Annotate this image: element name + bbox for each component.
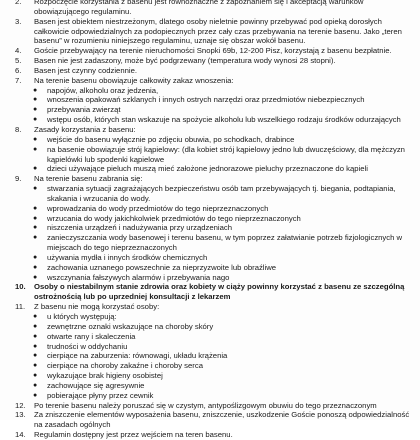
paragraph-number: 13. — [15, 410, 26, 420]
regulation-paragraph — [9, 401, 414, 411]
bullet-text: cierpiące na zaburzenia: równowagi, układu krążenia — [47, 351, 228, 361]
bullet-icon: ● — [33, 322, 38, 330]
regulation-paragraph — [9, 174, 414, 184]
bullet-icon: ● — [33, 332, 38, 340]
bullet-item — [9, 86, 414, 96]
bullet-text: niszczenia urządzeń i nadużywania przy urządzeniach — [47, 223, 233, 233]
regulation-paragraph — [9, 282, 414, 302]
bullet-text: używania mydła i innych środków chemicznych — [47, 252, 208, 262]
paragraph-text: Basen jest obiektem niestrzeżonym, dlatego osoby nieletnie powinny przebywać pod opieką dorosłych całkowicie odpowiedzialnych za podopiecznych przez cały czas przebywania na terenie basenu. Jako „teren basenu” w rozumieniu niniejszego regulaminu, uznaje się obszar wokół basenu. — [34, 16, 402, 46]
paragraph-number: 2. — [15, 0, 22, 6]
bullet-item — [9, 145, 414, 165]
bullet-icon: ● — [33, 86, 38, 94]
bullet-item — [9, 391, 414, 401]
bullet-item — [9, 371, 414, 381]
regulation-paragraph — [9, 410, 414, 430]
bullet-icon: ● — [33, 185, 38, 193]
regulation-paragraph — [9, 17, 414, 47]
bullet-icon: ● — [33, 234, 38, 242]
paragraph-number: 9. — [15, 174, 22, 184]
bullet-item — [9, 322, 414, 332]
bullet-text: pobierające płyny przez cewnik — [47, 390, 154, 400]
bullet-icon: ● — [33, 145, 38, 153]
bullet-icon: ● — [33, 214, 38, 222]
bullet-icon: ● — [33, 96, 38, 104]
bullet-icon: ● — [33, 116, 38, 124]
bullet-item — [9, 381, 414, 391]
bullet-item — [9, 115, 414, 125]
paragraph-text: Goście przebywający na terenie nieruchomości Snopki 69b, 12-200 Pisz, korzystają z basenu bezpłatnie. — [34, 46, 392, 56]
bullet-icon: ● — [33, 342, 38, 350]
bullet-icon: ● — [33, 313, 38, 320]
paragraph-text: Za zniszczenie elementów wyposażenia basenu, zniszczenie, uszkodzenie Goście ponoszą odpowiedzialność na zasadach ogólnych — [34, 410, 410, 430]
bullet-icon: ● — [33, 381, 38, 389]
bullet-icon: ● — [33, 165, 38, 173]
paragraph-text: Po terenie basenu należy poruszać się w czystym, antypoślizgowym obuwiu do tego przeznaczonym — [34, 400, 377, 410]
paragraph-number: 7. — [15, 75, 22, 85]
regulation-paragraph — [9, 66, 414, 76]
bullet-text: wnoszenia opakowań szklanych i innych ostrych narzędzi oraz przedmiotów niebezpiecznych — [47, 95, 365, 105]
bullet-text: zachowujące się agresywnie — [47, 380, 145, 390]
bullet-item — [9, 253, 414, 263]
paragraph-number: 4. — [15, 46, 22, 56]
bullet-icon: ● — [33, 253, 38, 261]
bullet-text: trudności w oddychaniu — [47, 341, 128, 351]
regulation-paragraph — [9, 56, 414, 66]
bullet-icon: ● — [33, 106, 38, 114]
bullet-text: wejście do basenu wyłącznie po zdjęciu obuwia, po schodkach, drabince — [47, 134, 295, 144]
bullet-item — [9, 351, 414, 361]
paragraph-number: 5. — [15, 56, 22, 66]
bullet-text: stwarzania sytuacji zagrażających bezpieczeństwu osób tam przebywających tj. biegania, podtapiania, skakania i wrzucania do wody. — [47, 184, 396, 203]
bullet-icon: ● — [33, 273, 38, 281]
bullet-item — [9, 273, 414, 283]
paragraph-text: Osoby o niestabilnym stanie zdrowia oraz kobiety w ciąży powinny korzystać z basenu ze szczególną ostrożnością lub po uprzedniej konsultacji z lekarzem — [34, 282, 405, 302]
bullet-text: wrzucania do wody jakichkolwiek przedmiotów do tego nieprzeznaczonych — [47, 213, 301, 223]
bullet-icon: ● — [33, 362, 38, 370]
paragraph-number: 3. — [15, 16, 22, 26]
regulations-list — [9, 0, 414, 440]
paragraph-number: 14. — [15, 430, 26, 440]
bullet-icon: ● — [33, 135, 38, 143]
bullet-item — [9, 214, 414, 224]
regulation-paragraph — [9, 302, 414, 312]
regulation-paragraph — [9, 76, 414, 86]
bullet-icon: ● — [33, 224, 38, 232]
paragraph-number: 10. — [15, 282, 26, 292]
bullet-text: wstępu osób, których stan wskazuje na spożycie alkoholu lub wszelkiego rodzaju środków odurzających — [47, 115, 401, 125]
bullet-item — [9, 361, 414, 371]
bullet-text: zanieczyszczania wody basenowej i terenu basenu, w tym poprzez załatwianie potrzeb fizjologicznych w miejscach do tego nieprzeznaczonych — [47, 233, 403, 253]
bullet-item — [9, 184, 414, 204]
paragraph-text: Na terenie basenu zabrania się: — [34, 174, 143, 184]
bullet-item — [9, 105, 414, 115]
bullet-text: napojów, alkoholu oraz jedzenia, — [47, 85, 159, 95]
bullet-icon: ● — [33, 204, 38, 212]
bullet-item — [9, 135, 414, 145]
bullet-icon: ● — [33, 352, 38, 360]
bullet-item — [9, 342, 414, 352]
regulation-paragraph — [9, 125, 414, 135]
bullet-text: zewnętrzne oznaki wskazujące na choroby skóry — [47, 321, 214, 331]
bullet-item — [9, 223, 414, 233]
bullet-icon: ● — [33, 391, 38, 399]
bullet-text: przebywania zwierząt — [47, 105, 121, 115]
bullet-text: otwarte rany i skaleczenia — [47, 331, 136, 341]
regulation-paragraph — [9, 430, 414, 440]
paragraph-number: 12. — [15, 400, 26, 410]
bullet-item — [9, 164, 414, 174]
paragraph-text: Zasady korzystania z basenu: — [34, 124, 136, 134]
paragraph-number: 6. — [15, 65, 22, 75]
bullet-text: u których występują: — [47, 312, 117, 321]
paragraph-text: Basen jest czynny codziennie. — [34, 65, 137, 75]
bullet-item — [9, 263, 414, 273]
bullet-text: wykazujące brak higieny osobistej — [47, 371, 163, 381]
paragraph-text: Na terenie basenu obowiązuje całkowity zakaz wnoszenia: — [34, 75, 234, 85]
bullet-item — [9, 233, 414, 253]
paragraph-text: Z basenu nie mogą korzystać osoby: — [34, 302, 160, 312]
paragraph-number: 11. — [15, 302, 26, 312]
paragraph-text: Basen nie jest zadaszony, może być podgrzewany (temperatura wody wynosi 28 stopni). — [34, 56, 336, 66]
bullet-item — [9, 312, 414, 322]
bullet-item — [9, 95, 414, 105]
regulation-paragraph — [9, 46, 414, 56]
bullet-text: dzieci używające pieluch muszą mieć założone jednorazowe pieluchy przeznaczone do kąpieli — [47, 164, 368, 174]
regulation-paragraph — [9, 0, 414, 17]
bullet-item — [9, 332, 414, 342]
bullet-icon: ● — [33, 372, 38, 380]
paragraph-number: 8. — [15, 124, 22, 134]
paragraph-text: Rozpoczęcie korzystania z basenu jest równoznaczne z zapoznaniem się i akceptacją warunków obowiązującego regulaminu. — [34, 0, 364, 16]
bullet-text: zachowania uznanego powszechnie za nieprzyzwoite lub obraźliwe — [47, 262, 277, 272]
bullet-text: wszczynania fałszywych alarmów i przebywania nago — [47, 272, 230, 282]
bullet-item — [9, 204, 414, 214]
bullet-text: wprowadzania do wody przedmiotów do tego nieprzeznaczonych — [47, 203, 269, 213]
bullet-text: cierpiące na choroby zakaźne i choroby serca — [47, 361, 203, 371]
paragraph-text: Regulamin dostępny jest przez wejściem na teren basenu. — [34, 430, 233, 440]
bullet-icon: ● — [33, 263, 38, 271]
bullet-text: na basenie obowiązuje strój kąpielowy: (dla kobiet strój kąpielowy jedno lub dwuczęściowy, dla mężczyzn kąpielówki lub spodenki kąpielowe — [47, 144, 405, 164]
